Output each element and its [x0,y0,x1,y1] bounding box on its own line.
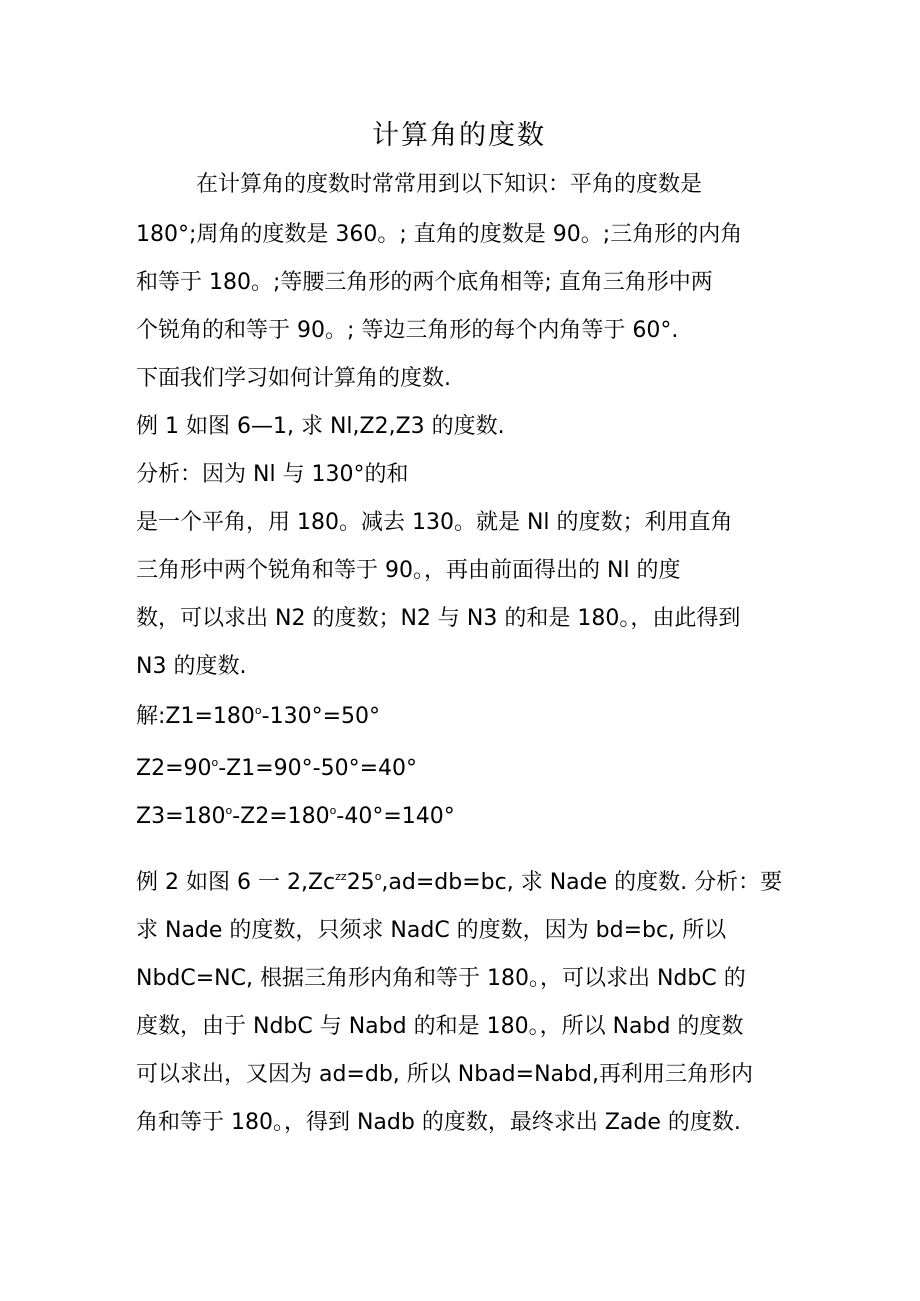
example-2-line-2: 求 Nade 的度数，只须求 NadC 的度数，因为 bd=bc, 所以 [136,918,727,943]
solution-text: -130°=50° [261,704,380,729]
intro-line-3: 和等于 180。;等腰三角形的两个底角相等; 直角三角形中两 [136,270,713,295]
example-1-solution-2 [136,758,417,780]
solution-text: 解:Z1=180 [136,704,255,729]
example-2-line-4: 度数，由于 NdbC 与 Nabd 的和是 180。，所以 Nabd 的度数 [136,1014,744,1039]
example-1-analysis-2: 是一个平角，用 180。减去 130。就是 Nl 的度数；利用直角 [136,510,733,535]
superscript-mark: zz [335,870,347,883]
example-2-first-line [136,872,782,894]
solution-text: -40°=140° [336,804,455,829]
solution-text: Z3=180 [136,804,226,829]
degree-mark: o [225,804,233,817]
example-2-line-5: 可以求出，又因为 ad=db, 所以 Nbad=Nabd,再利用三角形内 [136,1062,753,1087]
example-1-analysis-1: 分析：因为 Nl 与 130°的和 [136,462,409,487]
example-2-text: ,ad=db=bc, 求 Nade 的度数. 分析：要 [381,870,783,895]
solution-text: -Z2=180 [232,804,330,829]
example-1-solution-1 [136,706,380,728]
degree-mark: o [211,756,219,769]
intro-line-1: 在计算角的度数时常常用到以下知识：平角的度数是 [196,172,703,197]
intro-line-4: 个锐角的和等于 90。; 等边三角形的每个内角等于 60°. [136,318,679,343]
example-1-analysis-3: 三角形中两个锐角和等于 90。，再由前面得出的 Nl 的度 [136,558,681,583]
intro-line-5: 下面我们学习如何计算角的度数. [136,366,451,391]
solution-text: Z2=90 [136,756,212,781]
example-1-analysis-4: 数，可以求出 N2 的度数；N2 与 N3 的和是 180。，由此得到 [136,606,741,631]
degree-mark: o [374,870,382,883]
example-1-question: 例 1 如图 6—1, 求 Nl,Z2,Z3 的度数. [136,414,505,439]
intro-line-2: 180°;周角的度数是 360。; 直角的度数是 90。;三角形的内角 [136,222,743,247]
example-2-line-3: NbdC=NC, 根据三角形内角和等于 180。，可以求出 NdbC 的 [136,966,746,991]
page-title: 计算角的度数 [372,120,546,151]
solution-text: -Z1=90°-50°=40° [218,756,418,781]
example-1-analysis-5: N3 的度数. [136,654,247,679]
example-2-line-6: 角和等于 180。，得到 Nadb 的度数，最终求出 Zade 的度数. [136,1110,741,1135]
example-2-text: 25 [346,870,375,895]
example-2-text: 例 2 如图 6 一 2,Zc [136,870,336,895]
degree-mark: o [254,704,262,717]
degree-mark: o [329,804,337,817]
example-1-solution-3 [136,806,455,828]
